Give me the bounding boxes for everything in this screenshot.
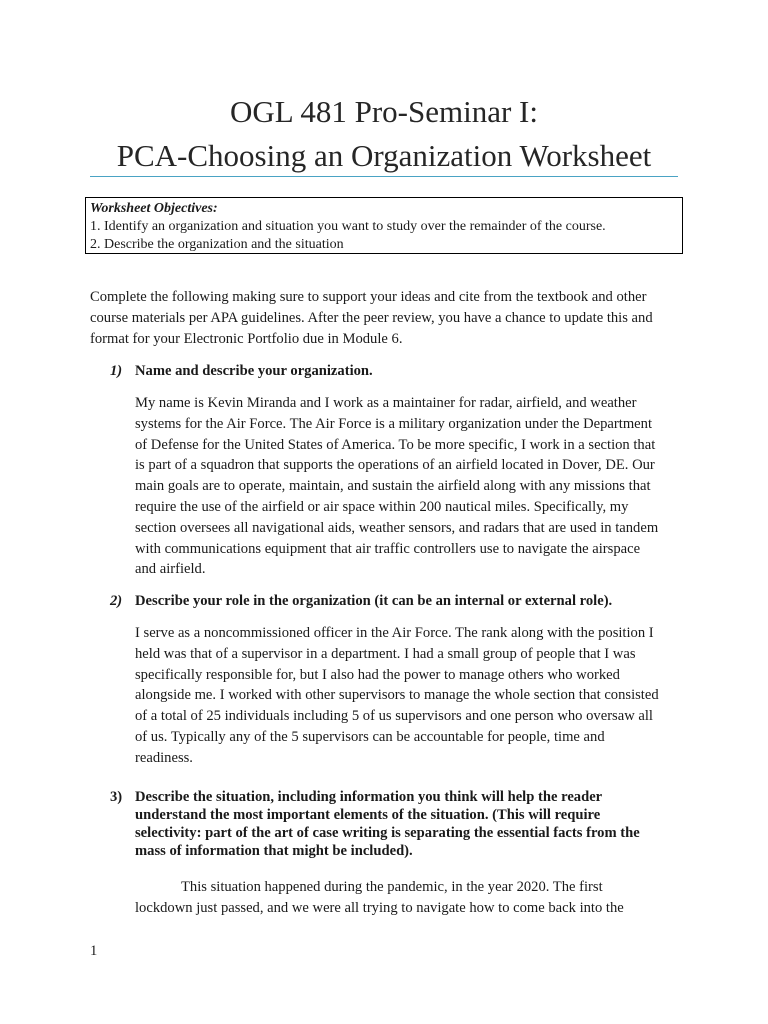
text-line: This situation happened during the pandemic, in the year 2020. The first	[181, 879, 603, 895]
answer-2	[135, 623, 695, 769]
text-line: lockdown just passed, and we were all trying to navigate how to come back into the	[135, 899, 624, 916]
text-line: require the use of the airfield or air space within 200 nautical miles. Specifically, my	[135, 498, 629, 515]
text-line: Describe the situation, including information you think will help the reader	[135, 789, 603, 805]
page-number: 1	[90, 943, 98, 959]
answer-1	[135, 393, 695, 580]
text-line: Name and describe your organization.	[135, 363, 373, 379]
answer-3	[135, 877, 695, 919]
question-text	[135, 362, 373, 380]
title-divider	[90, 176, 678, 177]
objectives-box	[85, 197, 683, 254]
text-line: Describe your role in the organization (it can be an internal or external role).	[135, 593, 613, 609]
question-number: 1)	[110, 363, 123, 379]
text-line: systems for the Air Force. The Air Force is a military organization under the Department	[135, 415, 653, 432]
text-line: format for your Electronic Portfolio due in Module 6.	[90, 330, 403, 347]
intro-paragraph	[90, 287, 690, 349]
question-text	[135, 592, 612, 610]
text-line: of a total of 25 individuals including 5 of us supervisors and one person who oversaw all	[135, 708, 653, 725]
text-line: My name is Kevin Miranda and I work as a maintainer for radar, airfield, and weather	[135, 395, 637, 411]
text-line: specifically responsible for, but I also had the power to manage others who worked	[135, 666, 620, 683]
title-line-2: PCA-Choosing an Organization Worksheet	[116, 138, 652, 173]
text-line: mass of information that might be included).	[135, 843, 413, 859]
objective-item: 2. Describe the organization and the situation	[90, 237, 344, 252]
question-number: 3)	[110, 789, 123, 805]
question-number: 2)	[110, 593, 123, 609]
question-text	[135, 788, 640, 860]
text-line: course materials per APA guidelines. After the peer review, you have a chance to update this and	[90, 309, 653, 326]
title-line-1: OGL 481 Pro-Seminar I:	[230, 94, 538, 129]
text-line: understand the most important elements of the situation. (This will require	[135, 807, 601, 823]
objective-item: 1. Identify an organization and situation you want to study over the remainder of the course.	[90, 219, 606, 234]
text-line: is part of a squadron that supports the operations of an airfield located in Dover, DE. Our	[135, 457, 655, 474]
text-line: of us. Typically any of the 5 supervisors can be accountable for people, time and	[135, 728, 605, 745]
text-line: Complete the following making sure to support your ideas and cite from the textbook and other	[90, 289, 647, 305]
text-line: of Defense for the United States of America. To be more specific, I work in a section that	[135, 436, 656, 453]
text-line: selectivity: part of the art of case writing is separating the essential facts from the	[135, 825, 640, 841]
text-line: readiness.	[135, 749, 193, 766]
text-line: held was that of a supervisor in a department. I had a small group of people that I was	[135, 645, 636, 662]
text-line: alongside me. I worked with other supervisors to manage the whole section that consisted	[135, 687, 659, 704]
text-line: section oversees all navigational aids, weather sensors, and radars that are used in tandem	[135, 519, 659, 536]
text-line: I serve as a noncommissioned officer in the Air Force. The rank along with the position I	[135, 625, 654, 641]
text-line: and airfield.	[135, 561, 206, 578]
objectives-heading: Worksheet Objectives:	[90, 201, 218, 216]
text-line: main goals are to operate, maintain, and sustain the airfield along with any missions that	[135, 478, 651, 495]
text-line: with communications equipment that air traffic controllers use to navigate the airspace	[135, 540, 641, 557]
